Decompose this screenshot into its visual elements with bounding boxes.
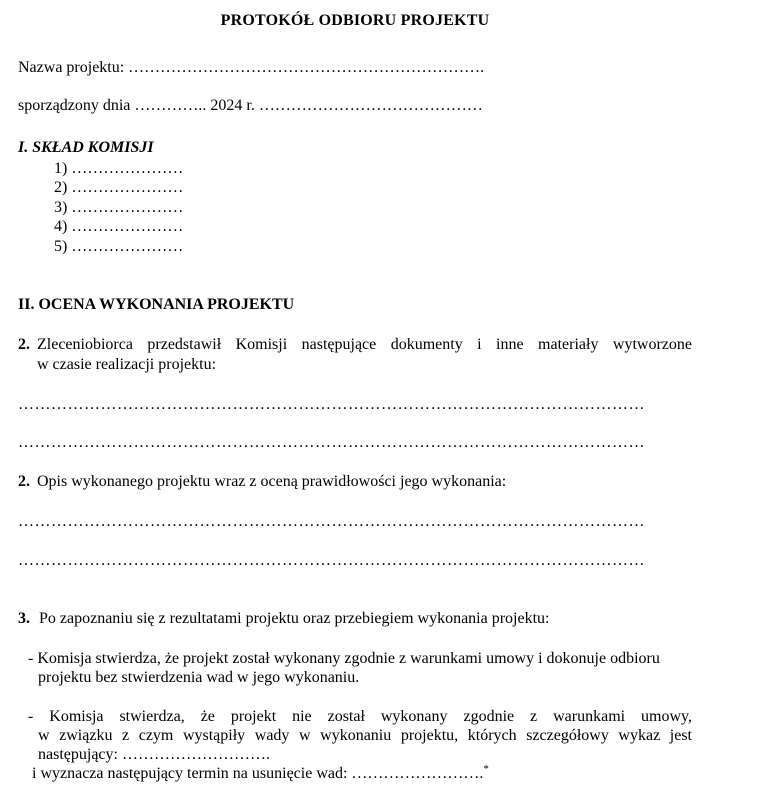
item-a-text-line-2: w czasie realizacji projektu: [37, 356, 217, 373]
prepared-date-line: sporządzony dnia ………….. 2024 r. …………………………………… [18, 97, 483, 114]
fill-line-2: …………………………………………………………………………………………………… [18, 434, 645, 451]
commission-member-2: 2) ………………… [54, 179, 184, 196]
item-b-number: 2. [18, 473, 30, 490]
project-name-line: Nazwa projektu: …………………………………………………………. [18, 59, 485, 76]
fill-line-4: …………………………………………………………………………………………………… [18, 552, 645, 569]
item-b-text: Opis wykonanego projektu wraz z oceną prawidłowości jego wykonania: [37, 473, 507, 490]
item-c-number: 3. [18, 610, 30, 627]
section-1-heading: I. SKŁAD KOMISJI [18, 139, 154, 156]
item-a-text-line-1: Zleceniobiorca przedstawił Komisji następujące dokumenty i inne materiały wytworzone [37, 336, 692, 353]
option-2-line-2: w związku z czym wystąpiły wady w wykonaniu projektu, których szczegółowy wykaz jest [38, 727, 692, 744]
option-2-line-3: następujący: ………………………. [38, 746, 270, 763]
commission-member-1: 1) ………………… [54, 160, 184, 177]
commission-member-3: 3) ………………… [54, 199, 184, 216]
document-title: PROTOKÓŁ ODBIORU PROJEKTU [220, 12, 490, 29]
fill-line-3: …………………………………………………………………………………………………… [18, 513, 645, 530]
item-c-text: Po zapoznaniu się z rezultatami projektu oraz przebiegiem wykonania projektu: [39, 610, 550, 627]
item-a-number: 2. [18, 336, 30, 353]
option-2-line-1: - Komisja stwierdza, że projekt nie został wykonany zgodnie z warunkami umowy, [28, 708, 692, 725]
commission-member-5: 5) ………………… [54, 238, 184, 255]
option-2-line-4-text: i wyznacza następujący termin na usunięcie wad: ……………………. [32, 765, 484, 782]
option-1-line-1: - Komisja stwierdza, że projekt został wykonany zgodnie z warunkami umowy i dokonuje odbioru [28, 650, 660, 667]
footnote-asterisk: * [483, 763, 489, 775]
option-1-line-2: projektu bez stwierdzenia wad w jego wykonaniu. [38, 669, 360, 686]
section-2-heading: II. OCENA WYKONANIA PROJEKTU [18, 296, 295, 313]
commission-member-4: 4) ………………… [54, 218, 184, 235]
option-2-line-4 [32, 765, 489, 783]
fill-line-1: …………………………………………………………………………………………………… [18, 396, 645, 413]
